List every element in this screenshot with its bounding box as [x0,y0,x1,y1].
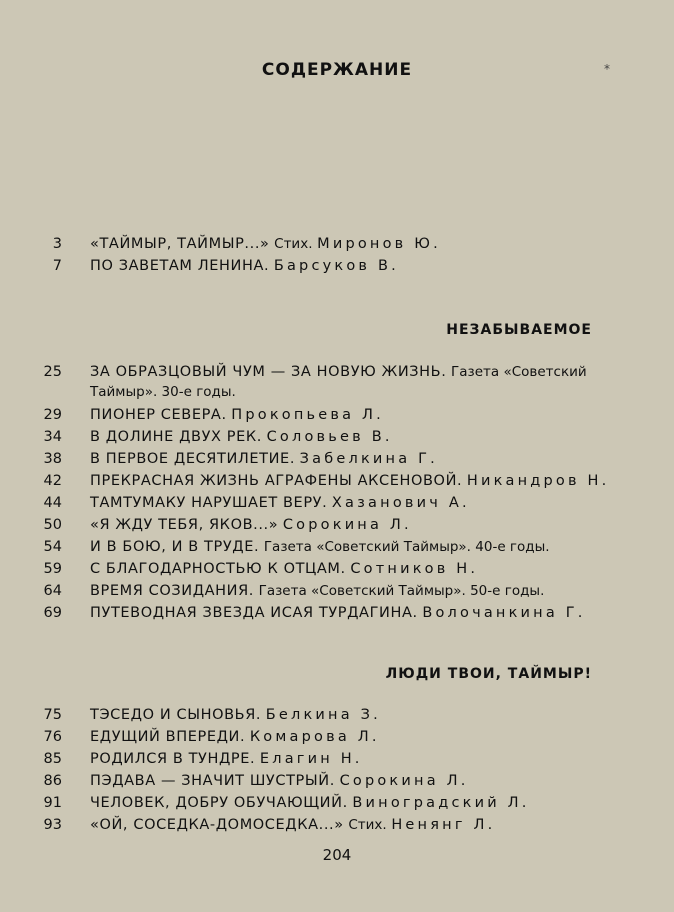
section-heading-nezabyvaemoe: НЕЗАБЫВАЕМОЕ [446,322,592,338]
toc-title: ПИОНЕР СЕВЕРА. [90,407,227,423]
toc-page-number: 38 [43,451,62,467]
toc-entry-text [90,471,645,491]
toc-page-number: 76 [43,729,62,745]
toc-entry-text [90,793,645,813]
toc-note: Стих. [348,817,387,833]
toc-entry-text [90,749,645,769]
toc-entry-text [90,405,645,425]
toc-entry-text [90,449,645,469]
toc-page-number: 7 [52,258,62,274]
toc-page-number: 75 [43,707,62,723]
page-title: СОДЕРЖАНИЕ [261,60,413,80]
toc-entry-text [90,362,630,402]
toc-page-number: 3 [52,236,62,252]
toc-page-number: 54 [43,539,62,555]
toc-page-number: 34 [43,429,62,445]
toc-author: Сорокина Л. [282,517,412,533]
toc-title: ПРЕКРАСНАЯ ЖИЗНЬ АГРАФЕНЫ АКСЕНОВОЙ. [90,473,463,489]
toc-title: В ПЕРВОЕ ДЕСЯТИЛЕТИЕ. [90,451,296,467]
toc-author: Волочанкина Г. [422,605,586,621]
toc-page-number: 85 [43,751,62,767]
toc-entry-text [90,705,645,725]
toc-title: «Я ЖДУ ТЕБЯ, ЯКОВ...» [90,517,279,533]
toc-page-number: 93 [43,817,62,833]
toc-note: Газета «Советский Таймыр». 50-е годы. [258,583,545,599]
toc-entry-text [90,256,645,276]
toc-entry-text [90,515,645,535]
toc-entry-text [90,815,645,835]
toc-title: ЗА ОБРАЗЦОВЫЙ ЧУМ — ЗА НОВУЮ ЖИЗНЬ. [90,364,447,380]
toc-author: Сорокина Л. [339,773,469,789]
toc-author: Барсуков В. [273,258,399,274]
toc-entry-text [90,493,645,513]
toc-author: Сотников Н. [350,561,479,577]
toc-title: ТЭСЕДО И СЫНОВЬЯ. [90,707,262,723]
toc-entry-text [90,581,645,601]
toc-author: Забелкина Г. [299,451,438,467]
toc-page-number: 42 [43,473,62,489]
toc-title: ВРЕМЯ СОЗИДАНИЯ. [90,583,255,599]
toc-title: ПО ЗАВЕТАМ ЛЕНИНА. [90,258,270,274]
toc-entry-text [90,603,645,623]
corner-mark: * [604,62,610,76]
toc-title: С БЛАГОДАРНОСТЬЮ К ОТЦАМ. [90,561,346,577]
toc-author: Соловьев В. [266,429,393,445]
toc-entry-text [90,234,645,254]
toc-note: Стих. [274,236,313,252]
toc-entry-text [90,537,645,557]
toc-author: Никандров Н. [466,473,610,489]
toc-author: Виноградский Л. [352,795,530,811]
toc-title: ТАМТУМАКУ НАРУШАЕТ ВЕРУ. [90,495,328,511]
toc-page-number: 69 [43,605,62,621]
toc-author: Елагин Н. [259,751,363,767]
toc-title: «ОЙ, СОСЕДКА-ДОМОСЕДКА...» [90,817,344,833]
toc-author: Ненянг Л. [391,817,496,833]
toc-page-number: 64 [43,583,62,599]
toc-title: В ДОЛИНЕ ДВУХ РЕК. [90,429,262,445]
toc-author: Белкина З. [265,707,381,723]
toc-page-number: 44 [43,495,62,511]
toc-entry-text [90,559,645,579]
toc-entry-text [90,771,645,791]
toc-title: РОДИЛСЯ В ТУНДРЕ. [90,751,256,767]
toc-page-number: 25 [43,364,62,380]
toc-title: ЧЕЛОВЕК, ДОБРУ ОБУЧАЮЩИЙ. [90,795,348,811]
toc-author: Миронов Ю. [317,236,441,252]
toc-page-number: 91 [43,795,62,811]
toc-author: Комарова Л. [249,729,380,745]
toc-page-number: 50 [43,517,62,533]
toc-title: И В БОЮ, И В ТРУДЕ. [90,539,260,555]
toc-page-number: 59 [43,561,62,577]
page-number: 204 [322,846,352,864]
toc-title: «ТАЙМЫР, ТАЙМЫР...» [90,236,270,252]
section-heading-lyudi: ЛЮДИ ТВОИ, ТАЙМЫР! [385,666,592,682]
toc-title: ПЭДАВА — ЗНАЧИТ ШУСТРЫЙ. [90,773,335,789]
toc-note: Газета «Советский Таймыр». 30-е годы. [90,364,587,400]
toc-note: Газета «Советский Таймыр». 40-е годы. [263,539,550,555]
toc-author: Хазанович А. [331,495,470,511]
toc-title: ПУТЕВОДНАЯ ЗВЕЗДА ИСАЯ ТУРДАГИНА. [90,605,418,621]
toc-author: Прокопьева Л. [231,407,384,423]
toc-title: ЕДУЩИЙ ВПЕРЕДИ. [90,729,246,745]
toc-page-number: 86 [43,773,62,789]
toc-page-number: 29 [43,407,62,423]
toc-entry-text [90,427,645,447]
toc-entry-text [90,727,645,747]
